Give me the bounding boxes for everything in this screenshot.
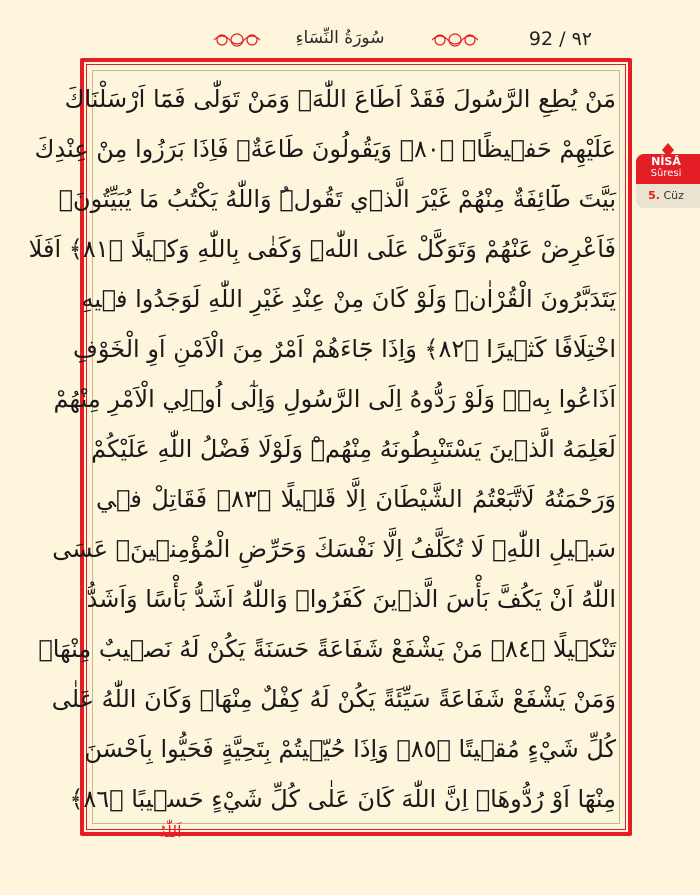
verse-line: فَاَعْرِضْ عَنْهُمْ وَتَوَكَّلْ عَلَى اللّٰهِۜ وَكَفٰى بِاللّٰهِ وَك۪يلًا ﴿٨١﴾ اَفَلَا — [28, 235, 616, 263]
verse-line: سَب۪يلِ اللّٰهِۚ لَا تُكَلَّفُ اِلَّا نَفْسَكَ وَحَرِّضِ الْمُؤْمِن۪ينَۚ عَسَى — [52, 535, 616, 563]
header-ornament-icon — [430, 30, 480, 50]
surah-title: سُورَةُ النِّسَاءِ — [295, 28, 385, 48]
verse-line: وَمَنْ يَشْفَعْ شَفَاعَةً سَيِّئَةً يَكُنْ لَهُ كِفْلٌ مِنْهَاۜ وَكَانَ اللّٰهُ عَلٰى — [51, 685, 616, 713]
verse-line: بَيَّتَ طَٓائِفَةٌ مِنْهُمْ غَيْرَ الَّذ۪ي تَقُولُۜ وَاللّٰهُ يَكْتُبُ مَا يُبَيِّتُونَۚ — [58, 185, 616, 213]
header-ornament-icon — [212, 30, 262, 50]
tab-juz — [636, 188, 696, 204]
verse-text-area — [28, 72, 616, 816]
verse-line: وَرَحْمَتُهُ لَاتَّبَعْتُمُ الشَّيْطَانَ اِلَّا قَل۪يلًا ﴿٨٣﴾ فَقَاتِلْ ف۪ي — [96, 485, 616, 513]
tab-surah-label: Sûresi — [650, 168, 682, 179]
verse-line: تَنْك۪يلًا ﴿٨٤﴾ مَنْ يَشْفَعْ شَفَاعَةً حَسَنَةً يَكُنْ لَهُ نَص۪يبٌ مِنْهَاۚ — [38, 635, 616, 663]
catchword: اَللّٰهُ — [158, 822, 182, 841]
verse-line: عَلَيْهِمْ حَف۪يظًاۜ ﴿٨٠﴾ وَيَقُولُونَ طَاعَةٌۘ فَاِذَا بَرَزُوا مِنْ عِنْدِكَ — [34, 135, 616, 163]
verse-line: مِنْهَٓا اَوْ رُدُّوهَاۜ اِنَّ اللّٰهَ كَانَ عَلٰى كُلِّ شَيْءٍ حَس۪يبًا ﴿٨٦﴾ — [69, 785, 616, 813]
tab-juz-label: Cüz — [663, 189, 684, 202]
tab-juz-number: 5. — [648, 189, 660, 202]
page-number: 92 / ٩٢ — [528, 28, 592, 50]
verse-line: اَذَاعُوا بِه۪ۜ وَلَوْ رَدُّوهُ اِلَى الرَّسُولِ وَاِلٰٓى اُو۬لِي الْاَمْرِ مِنْهُمْ — [53, 385, 616, 413]
page-header — [0, 0, 700, 62]
verse-line: كُلِّ شَيْءٍ مُق۪يتًا ﴿٨٥﴾ وَاِذَا حُيّ۪يتُمْ بِتَحِيَّةٍ فَحَيُّوا بِاَحْسَنَ — [84, 735, 616, 763]
verse-line: اخْتِلَافًا كَث۪يرًا ﴿٨٢﴾ وَاِذَا جَٓاءَهُمْ اَمْرٌ مِنَ الْاَمْنِ اَوِ الْخَوْفِ — [72, 335, 616, 363]
verse-line: اللّٰهُ اَنْ يَكُفَّ بَأْسَ الَّذ۪ينَ كَفَرُواۜ وَاللّٰهُ اَشَدُّ بَأْسًا وَاَشَدُّ — [86, 585, 616, 613]
surah-side-tab[interactable] — [636, 142, 700, 214]
tab-surah-name: NİSÂ — [651, 155, 681, 168]
verse-line: يَتَدَبَّرُونَ الْقُرْاٰنَۜ وَلَوْ كَانَ مِنْ عِنْدِ غَيْرِ اللّٰهِ لَوَجَدُوا ف۪يهِ — [81, 285, 616, 313]
verse-line: مَنْ يُطِعِ الرَّسُولَ فَقَدْ اَطَاعَ اللّٰهَۚ وَمَنْ تَوَلّٰى فَمَٓا اَرْسَلْنَاكَ — [64, 85, 616, 113]
verse-line: لَعَلِمَهُ الَّذ۪ينَ يَسْتَنْبِطُونَهُ مِنْهُمْۜ وَلَوْلَا فَضْلُ اللّٰهِ عَلَيْكُمْ — [91, 435, 616, 463]
